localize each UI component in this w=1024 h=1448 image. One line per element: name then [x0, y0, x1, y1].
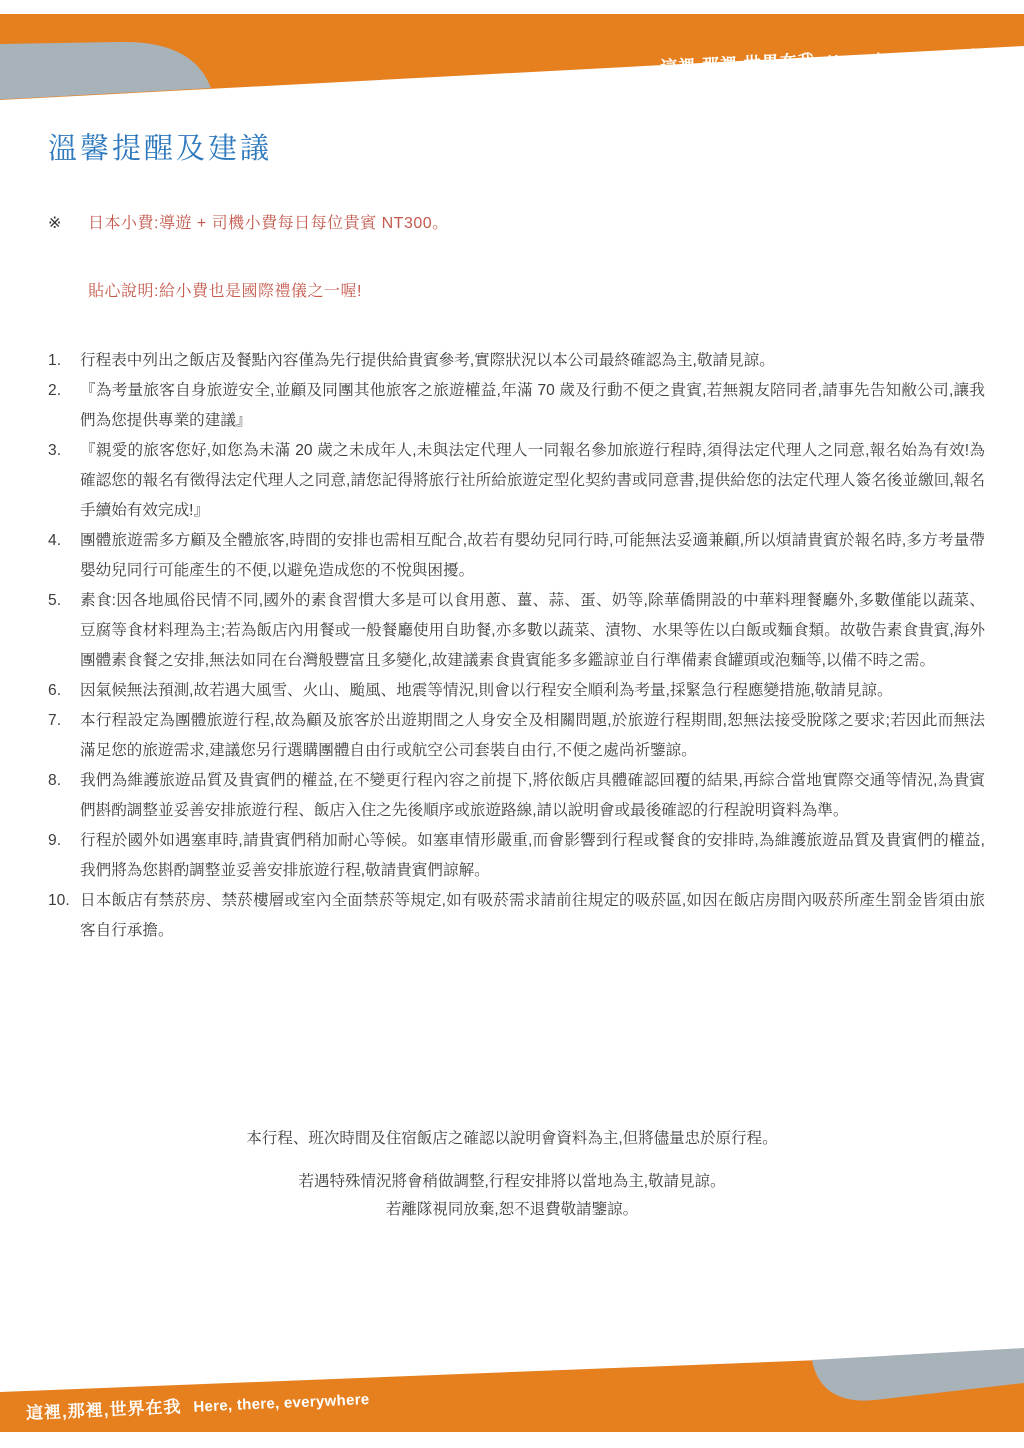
- closing-note-3: 若離隊視同放棄,恕不退費敬請鑒諒。: [385, 1201, 639, 1218]
- notice-item-7: 本行程設定為團體旅遊行程,故為顧及旅客於出遊期間之人身安全及相關問題,於旅遊行程期間,恕無法接受脫隊之要求;若因此而無法滿足您的旅遊需求,建議您另行選購團體自由行或航空公司套裝自由行,不便之處尚祈鑒諒。: [80, 712, 985, 759]
- notice-item-5: 素食:因各地風俗民情不同,國外的素食習慣大多是可以食用蔥、薑、蒜、蛋、奶等,除華僑開設的中華料理餐廳外,多數僅能以蔬菜、豆腐等食材料理為主;若為飯店內用餐或一般餐廳使用自助餐,亦多數以蔬菜、漬物、水果等佐以白飯或麵食類。故敬告素食貴賓,海外團體素食餐之安排,無法如同在台灣般豐富且多變化,故建議素食貴賓能多多鑑諒並自行準備素食罐頭或泡麵等,以備不時之需。: [80, 592, 985, 669]
- closing-note-1: 本行程、班次時間及住宿飯店之確認以說明會資料為主,但將儘量忠於原行程。: [246, 1130, 778, 1147]
- closing-note-2: 若遇特殊情況將會稍做調整,行程安排將以當地為主,敬請見諒。: [298, 1173, 726, 1190]
- brand-tagline-en: Here, there, everywhere: [827, 45, 1005, 70]
- closing-notes: [0, 1128, 1024, 1221]
- brand-tagline-footer-zh: 這裡,那裡,世界在我: [25, 1397, 182, 1423]
- notice-item-10: 日本飯店有禁菸房、禁菸樓層或室內全面禁菸等規定,如有吸菸需求請前往規定的吸菸區,如因在飯店房間內吸菸所產生罰金皆須由旅客自行承擔。: [80, 892, 985, 939]
- brand-tagline-footer-en: Here, there, everywhere: [193, 1391, 370, 1416]
- page-title: 溫馨提醒及建議: [48, 133, 273, 165]
- japan-tip-text: 日本小費:導遊 + 司機小費每日每位貴賓 NT300。: [88, 215, 449, 232]
- notice-item-8: 我們為維護旅遊品質及貴賓們的權益,在不變更行程內容之前提下,將依飯店具體確認回覆的結果,再綜合當地實際交通等情況,為貴賓們斟酌調整並妥善安排旅遊行程、飯店入住之先後順序或旅遊路線,請以說明會或最後確認的行程說明資料為準。: [80, 772, 985, 819]
- notice-item-9: 行程於國外如遇塞車時,請貴賓們稍加耐心等候。如塞車情形嚴重,而會影響到行程或餐食的安排時,為維護旅遊品質及貴賓們的權益,我們將為您斟酌調整並妥善安排旅遊行程,敬請貴賓們諒解。: [80, 832, 985, 879]
- notice-list: [48, 346, 985, 946]
- notice-item-3: 『親愛的旅客您好,如您為未滿 20 歲之未成年人,未與法定代理人一同報名參加旅遊行程時,須得法定代理人之同意,報名始為有效!為確認您的報名有徵得法定代理人之同意,請您記得將旅行社所給旅遊定型化契約書或同意書,提供給您的法定代理人簽名後並繳回,報名手續始有效完成!』: [80, 442, 985, 519]
- japan-tip-row: [48, 213, 449, 235]
- notice-item-4: 團體旅遊需多方顧及全體旅客,時間的安排也需相互配合,故若有嬰幼兒同行時,可能無法妥適兼顧,所以煩請貴賓於報名時,多方考量帶嬰幼兒同行可能產生的不便,以避免造成您的不悅與困擾。: [80, 532, 985, 579]
- brand-tagline-zh: 這裡,那裡,世界在我: [660, 51, 817, 77]
- footer-banner-graphic: [0, 1330, 1024, 1448]
- notice-item-1: 行程表中列出之飯店及餐點內容僅為先行提供給貴賓參考,實際狀況以本公司最終確認為主,敬請見諒。: [80, 352, 775, 369]
- tip-marker: ※: [48, 215, 62, 232]
- notice-item-6: 因氣候無法預測,故若遇大風雪、火山、颱風、地震等情況,則會以行程安全順利為考量,採緊急行程應變措施,敬請見諒。: [80, 682, 893, 699]
- tip-note: 貼心說明:給小費也是國際禮儀之一喔!: [88, 283, 362, 300]
- notice-item-2: 『為考量旅客自身旅遊安全,並顧及同團其他旅客之旅遊權益,年滿 70 歲及行動不便之貴賓,若無親友陪同者,請事先告知敝公司,讓我們為您提供專業的建議』: [80, 382, 985, 429]
